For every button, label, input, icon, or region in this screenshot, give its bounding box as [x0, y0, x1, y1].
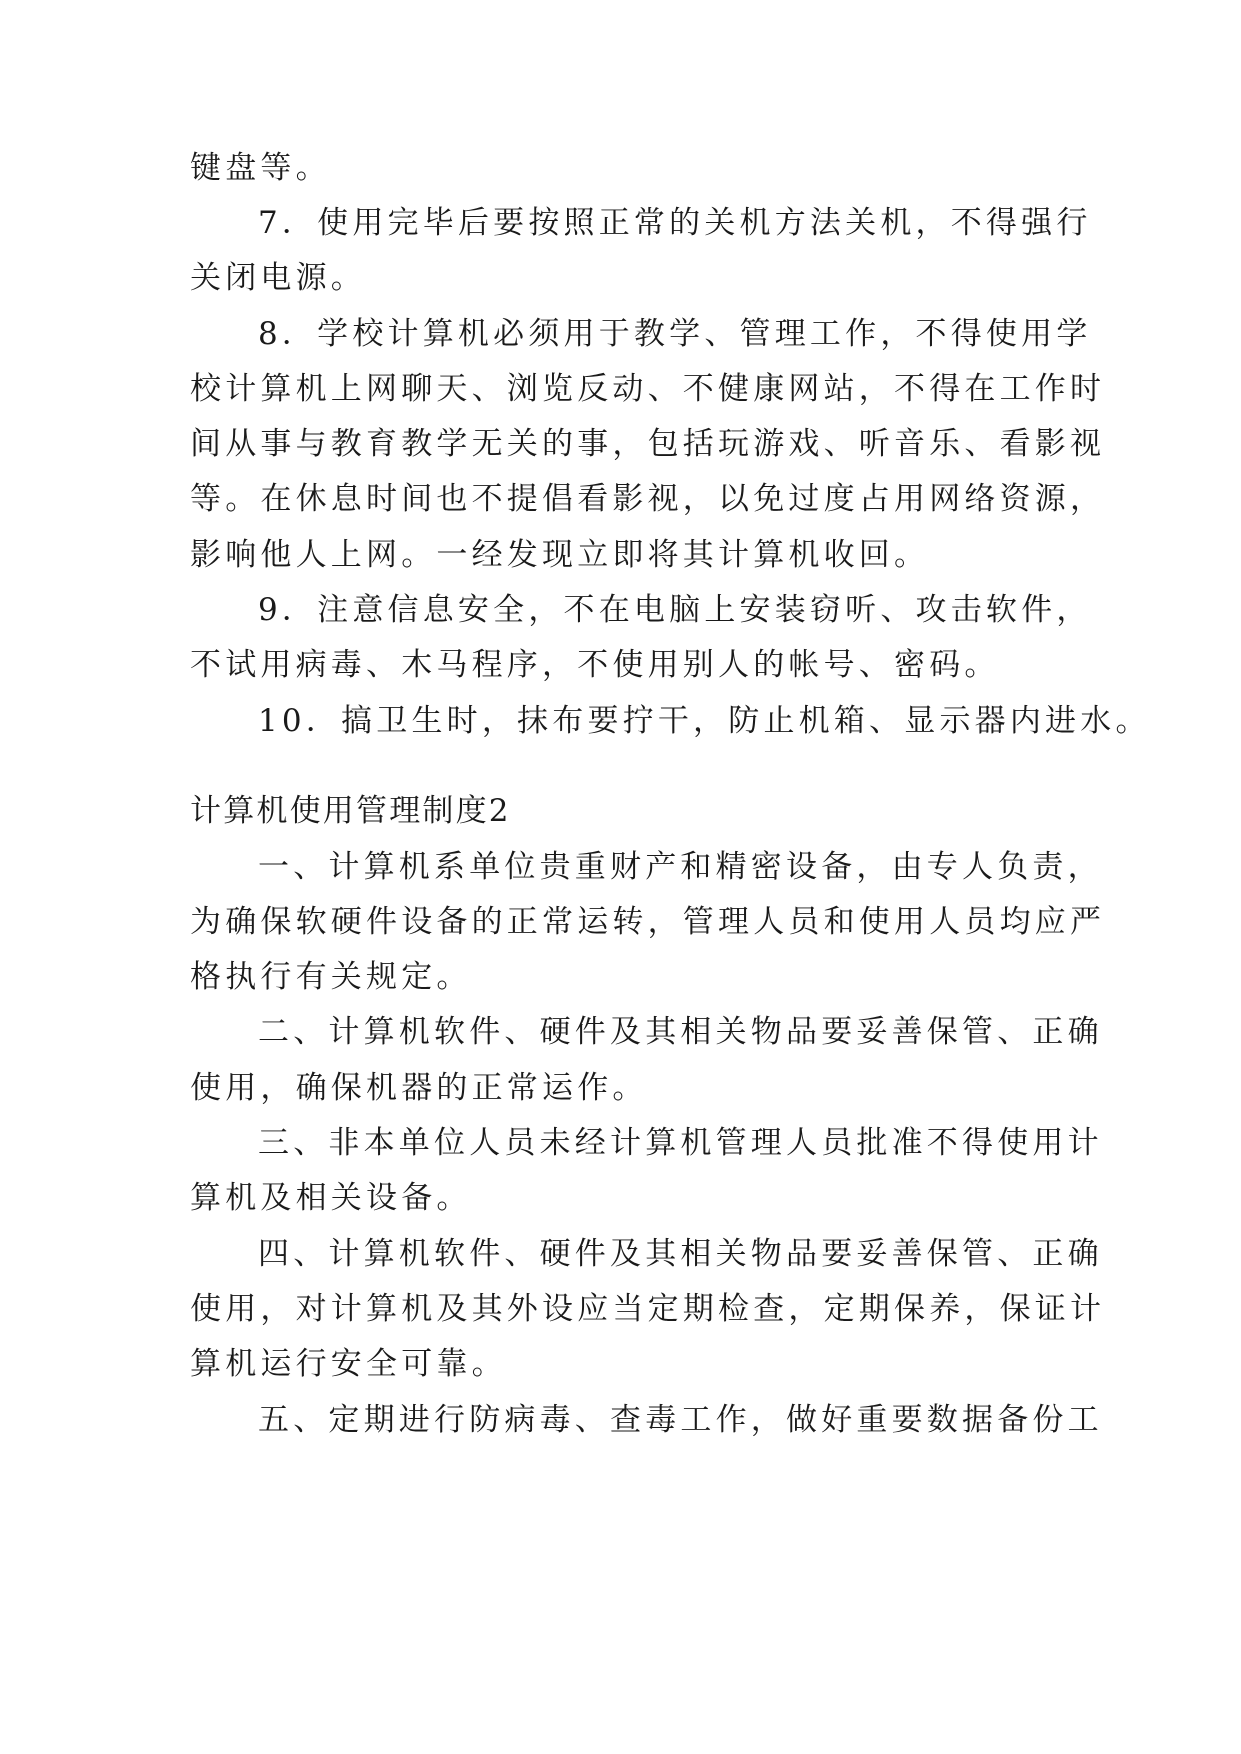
paragraph-line: 8．学校计算机必须用于教学、管理工作，不得使用学 — [258, 316, 1092, 352]
paragraph-line: 影响他人上网。一经发现立即将其计算机收回。 — [190, 537, 930, 573]
paragraph-line: 关闭电源。 — [190, 260, 366, 296]
paragraph-line: 间从事与教育教学无关的事，包括玩游戏、听音乐、看影视 — [190, 426, 1106, 462]
paragraph-line: 算机及相关设备。 — [190, 1180, 472, 1216]
paragraph-line: 键盘等。 — [190, 150, 331, 186]
paragraph-line: 三、非本单位人员未经计算机管理人员批准不得使用计 — [258, 1125, 1103, 1161]
paragraph-line: 10．搞卫生时，抹布要拧干，防止机箱、显示器内进水。 — [258, 703, 1151, 739]
paragraph-line: 7．使用完毕后要按照正常的关机方法关机，不得强行 — [258, 205, 1092, 241]
paragraph-line: 四、计算机软件、硬件及其相关物品要妥善保管、正确 — [258, 1236, 1103, 1272]
paragraph-line: 使用，确保机器的正常运作。 — [190, 1070, 648, 1106]
paragraph-line: 二、计算机软件、硬件及其相关物品要妥善保管、正确 — [258, 1014, 1103, 1050]
section-heading: 计算机使用管理制度2 — [190, 793, 511, 829]
paragraph-line: 为确保软硬件设备的正常运转，管理人员和使用人员均应严 — [190, 904, 1106, 940]
paragraph-line: 五、定期进行防病毒、查毒工作，做好重要数据备份工 — [258, 1402, 1103, 1438]
paragraph-line: 使用，对计算机及其外设应当定期检查，定期保养，保证计 — [190, 1291, 1106, 1327]
paragraph-line: 一、计算机系单位贵重财产和精密设备，由专人负责， — [258, 849, 1103, 885]
paragraph-line: 等。在休息时间也不提倡看影视，以免过度占用网络资源， — [190, 481, 1106, 517]
paragraph-line: 9．注意信息安全，不在电脑上安装窃听、攻击软件， — [258, 592, 1092, 628]
paragraph-line: 算机运行安全可靠。 — [190, 1346, 507, 1382]
paragraph-line: 校计算机上网聊天、浏览反动、不健康网站，不得在工作时 — [190, 371, 1106, 407]
paragraph-line: 格执行有关规定。 — [190, 959, 472, 995]
paragraph-line: 不试用病毒、木马程序，不使用别人的帐号、密码。 — [190, 647, 1000, 683]
